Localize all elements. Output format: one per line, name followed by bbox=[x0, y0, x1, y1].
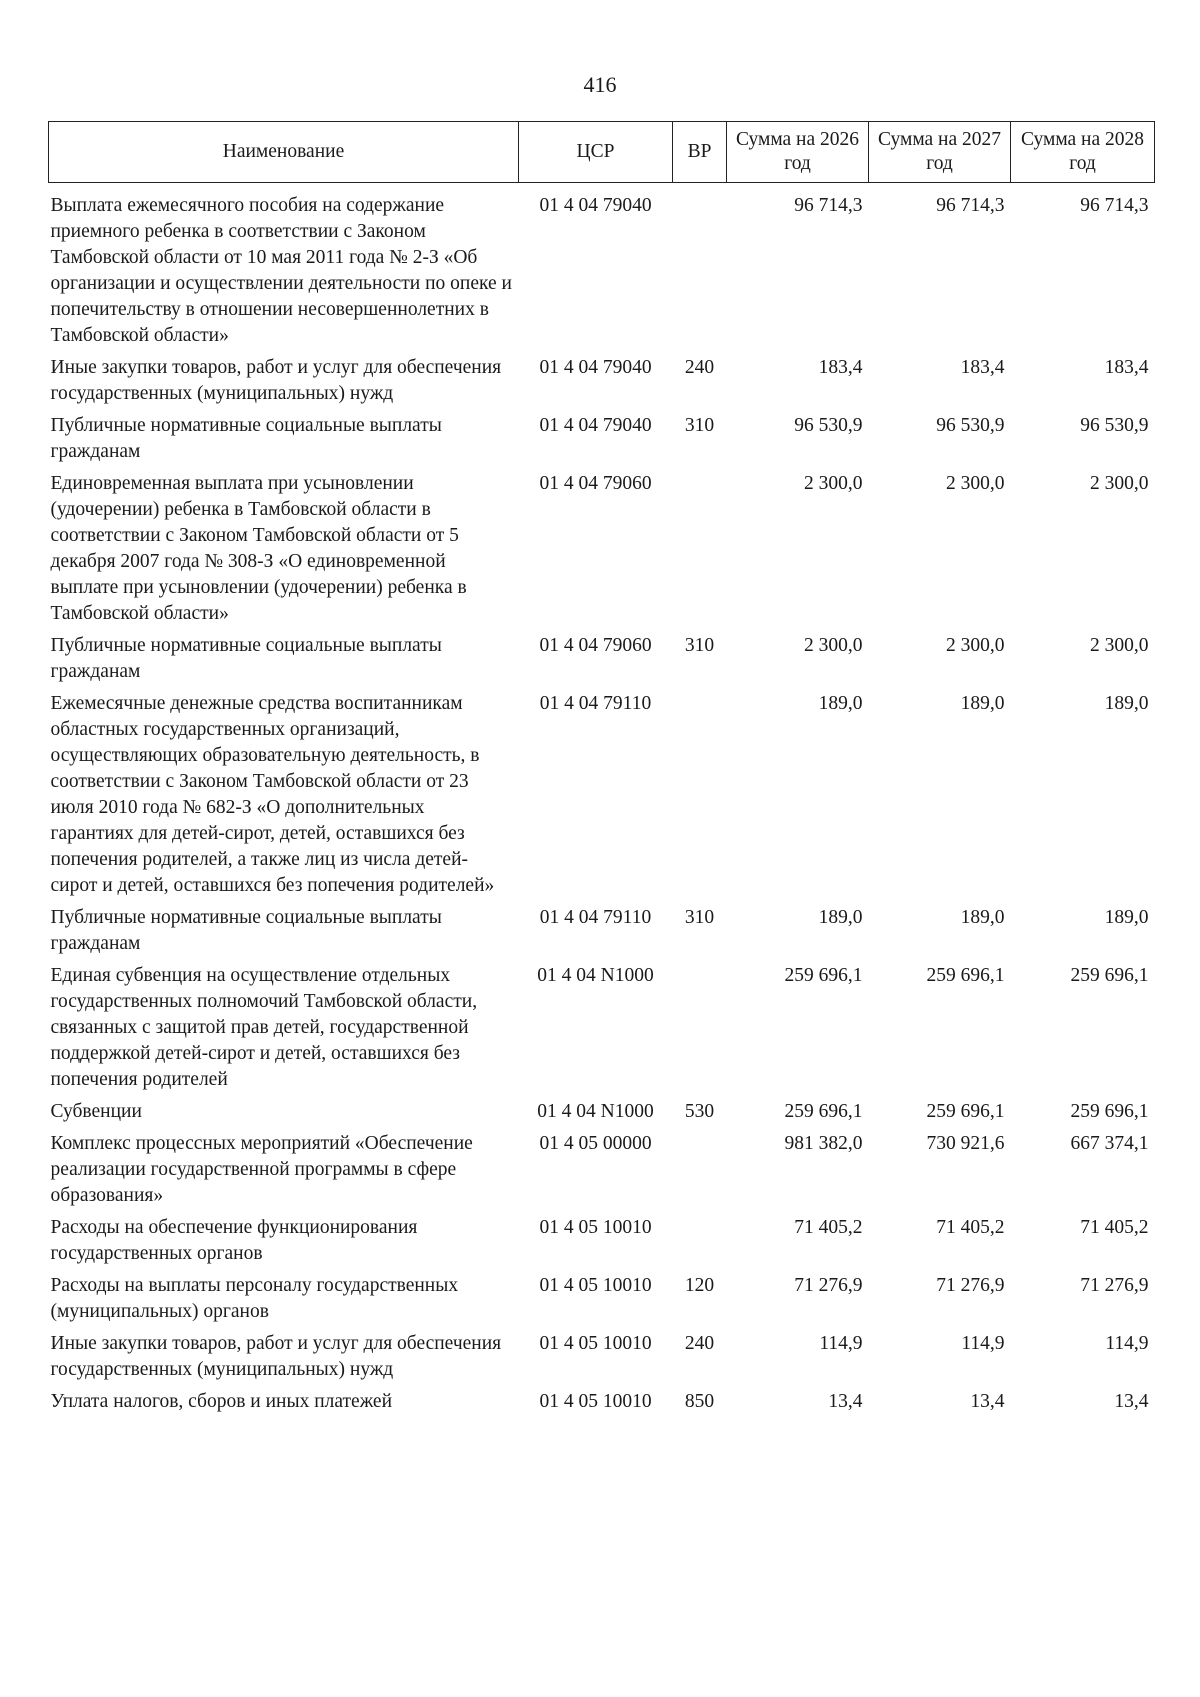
cell-sum-2026: 71 405,2 bbox=[794, 1217, 863, 1238]
cell-name: Иные закупки товаров, работ и услуг для обеспечения государственных (муниципальных) нужд bbox=[50, 357, 502, 404]
cell-sum-2028: 2 300,0 bbox=[1090, 473, 1149, 494]
cell-vr bbox=[673, 1215, 727, 1273]
cell-name: Единая субвенция на осуществление отдельных государственных полномочий Тамбовской области, связанных с защитой прав детей, государственной поддержкой детей-сирот и детей, оставшихся без попечения родителей bbox=[50, 965, 478, 1090]
cell-vr: 310 bbox=[684, 415, 715, 436]
table-row bbox=[49, 355, 1155, 413]
cell-sum-2027: 259 696,1 bbox=[926, 965, 1005, 986]
header-row bbox=[49, 122, 1155, 183]
cell-sum-2026: 114,9 bbox=[819, 1333, 863, 1354]
cell-sum-2026: 96 714,3 bbox=[794, 195, 863, 216]
cell-sum-2027: 96 714,3 bbox=[936, 195, 1005, 216]
cell-csr: 01 4 05 10010 bbox=[539, 1391, 652, 1412]
cell-name: Субвенции bbox=[50, 1101, 142, 1122]
cell-name: Выплата ежемесячного пособия на содержание приемного ребенка в соответствии с Законом Тамбовской области от 10 мая 2011 года № 2-З «Об организации и осуществлении деятельности по опеке и попечительству в отношении несовершеннолетних в Тамбовской области» bbox=[50, 195, 512, 346]
header-csr: ЦСР bbox=[519, 122, 673, 183]
cell-vr: 310 bbox=[684, 635, 715, 656]
cell-vr: 120 bbox=[684, 1275, 715, 1296]
cell-sum-2028: 71 276,9 bbox=[1080, 1275, 1149, 1296]
cell-sum-2026: 981 382,0 bbox=[784, 1133, 863, 1154]
cell-sum-2026: 96 530,9 bbox=[794, 415, 863, 436]
header-sum-2027: Сумма на 2027 год bbox=[869, 122, 1011, 183]
cell-sum-2028: 96 530,9 bbox=[1080, 415, 1149, 436]
cell-vr bbox=[673, 963, 727, 1099]
cell-sum-2027: 13,4 bbox=[970, 1391, 1005, 1412]
cell-vr bbox=[673, 183, 727, 356]
cell-csr: 01 4 04 79040 bbox=[539, 357, 652, 378]
cell-name: Иные закупки товаров, работ и услуг для обеспечения государственных (муниципальных) нужд bbox=[50, 1333, 502, 1380]
cell-sum-2026: 259 696,1 bbox=[784, 1101, 863, 1122]
cell-sum-2028: 667 374,1 bbox=[1070, 1133, 1149, 1154]
cell-name: Публичные нормативные социальные выплаты гражданам bbox=[50, 907, 442, 954]
cell-sum-2028: 114,9 bbox=[1105, 1333, 1149, 1354]
cell-csr: 01 4 05 00000 bbox=[539, 1133, 652, 1154]
cell-csr: 01 4 04 79110 bbox=[539, 693, 652, 714]
cell-sum-2027: 189,0 bbox=[960, 907, 1005, 928]
table-row bbox=[49, 691, 1155, 905]
cell-name: Комплекс процессных мероприятий «Обеспечение реализации государственной программы в сфере образования» bbox=[50, 1133, 473, 1206]
cell-sum-2028: 183,4 bbox=[1104, 357, 1149, 378]
table-row bbox=[49, 1215, 1155, 1273]
table-row bbox=[49, 963, 1155, 1099]
cell-sum-2026: 2 300,0 bbox=[804, 473, 863, 494]
cell-sum-2026: 183,4 bbox=[818, 357, 863, 378]
cell-sum-2027: 730 921,6 bbox=[926, 1133, 1005, 1154]
table-row bbox=[49, 1273, 1155, 1331]
cell-sum-2028: 71 405,2 bbox=[1080, 1217, 1149, 1238]
table-row bbox=[49, 1331, 1155, 1389]
table-row bbox=[49, 905, 1155, 963]
cell-sum-2027: 2 300,0 bbox=[946, 473, 1005, 494]
cell-sum-2028: 259 696,1 bbox=[1070, 1101, 1149, 1122]
cell-vr: 530 bbox=[684, 1101, 715, 1122]
cell-sum-2027: 259 696,1 bbox=[926, 1101, 1005, 1122]
cell-csr: 01 4 04 79040 bbox=[539, 195, 652, 216]
cell-sum-2027: 71 405,2 bbox=[936, 1217, 1005, 1238]
table-row bbox=[49, 1389, 1155, 1421]
cell-vr bbox=[673, 1131, 727, 1215]
cell-vr bbox=[673, 471, 727, 633]
table-body bbox=[49, 183, 1155, 1422]
header-sum-2026: Сумма на 2026 год bbox=[727, 122, 869, 183]
cell-sum-2028: 189,0 bbox=[1104, 693, 1149, 714]
cell-sum-2027: 183,4 bbox=[960, 357, 1005, 378]
cell-csr: 01 4 04 N1000 bbox=[537, 965, 654, 986]
cell-sum-2026: 13,4 bbox=[828, 1391, 863, 1412]
table-row bbox=[49, 413, 1155, 471]
table-header bbox=[49, 122, 1155, 183]
table-row bbox=[49, 183, 1155, 356]
header-name: Наименование bbox=[49, 122, 519, 183]
cell-sum-2026: 189,0 bbox=[818, 907, 863, 928]
cell-sum-2027: 189,0 bbox=[960, 693, 1005, 714]
cell-csr: 01 4 05 10010 bbox=[539, 1217, 652, 1238]
header-vr: ВР bbox=[673, 122, 727, 183]
cell-vr: 240 bbox=[684, 1333, 715, 1354]
cell-name: Расходы на обеспечение функционирования государственных органов bbox=[50, 1217, 418, 1264]
cell-sum-2027: 96 530,9 bbox=[936, 415, 1005, 436]
cell-csr: 01 4 04 79040 bbox=[539, 415, 652, 436]
cell-name: Уплата налогов, сборов и иных платежей bbox=[50, 1391, 393, 1412]
cell-sum-2026: 2 300,0 bbox=[804, 635, 863, 656]
cell-name: Публичные нормативные социальные выплаты гражданам bbox=[50, 635, 442, 682]
cell-name: Расходы на выплаты персоналу государственных (муниципальных) органов bbox=[50, 1275, 459, 1322]
cell-name: Публичные нормативные социальные выплаты гражданам bbox=[50, 415, 442, 462]
cell-sum-2028: 259 696,1 bbox=[1070, 965, 1149, 986]
cell-sum-2028: 2 300,0 bbox=[1090, 635, 1149, 656]
cell-csr: 01 4 04 N1000 bbox=[537, 1101, 654, 1122]
cell-csr: 01 4 05 10010 bbox=[539, 1275, 652, 1296]
cell-name: Ежемесячные денежные средства воспитанникам областных государственных организаций, осуществляющих образовательную деятельность, в соответствии с Законом Тамбовской области от 23 июля 2010 года № 682-З «О дополнительных гарантиях для детей-сирот, детей, оставшихся без попечения родителей, а также лиц из числа детей-сирот и детей, оставшихся без попечения родителей» bbox=[50, 693, 495, 896]
table-row bbox=[49, 471, 1155, 633]
cell-vr: 240 bbox=[684, 357, 715, 378]
table-row bbox=[49, 633, 1155, 691]
cell-sum-2028: 96 714,3 bbox=[1080, 195, 1149, 216]
cell-name: Единовременная выплата при усыновлении (удочерении) ребенка в Тамбовской области в соответствии с Законом Тамбовской области от 5 декабря 2007 года № 308-З «О единовременной выплате при усыновлении (удочерении) ребенка в Тамбовской области» bbox=[50, 473, 467, 624]
budget-table bbox=[48, 121, 1155, 1421]
cell-sum-2027: 114,9 bbox=[961, 1333, 1005, 1354]
cell-sum-2027: 2 300,0 bbox=[946, 635, 1005, 656]
cell-sum-2026: 259 696,1 bbox=[784, 965, 863, 986]
cell-sum-2027: 71 276,9 bbox=[936, 1275, 1005, 1296]
cell-csr: 01 4 04 79060 bbox=[539, 473, 652, 494]
table-row bbox=[49, 1131, 1155, 1215]
cell-csr: 01 4 05 10010 bbox=[539, 1333, 652, 1354]
cell-vr: 850 bbox=[684, 1391, 715, 1412]
cell-sum-2026: 71 276,9 bbox=[794, 1275, 863, 1296]
cell-vr: 310 bbox=[684, 907, 715, 928]
cell-csr: 01 4 04 79110 bbox=[539, 907, 652, 928]
cell-sum-2026: 189,0 bbox=[818, 693, 863, 714]
cell-csr: 01 4 04 79060 bbox=[539, 635, 652, 656]
page-number: 416 bbox=[583, 72, 617, 97]
cell-vr bbox=[673, 691, 727, 905]
cell-sum-2028: 189,0 bbox=[1104, 907, 1149, 928]
header-sum-2028: Сумма на 2028 год bbox=[1011, 122, 1155, 183]
cell-sum-2028: 13,4 bbox=[1114, 1391, 1149, 1412]
table-row bbox=[49, 1099, 1155, 1131]
